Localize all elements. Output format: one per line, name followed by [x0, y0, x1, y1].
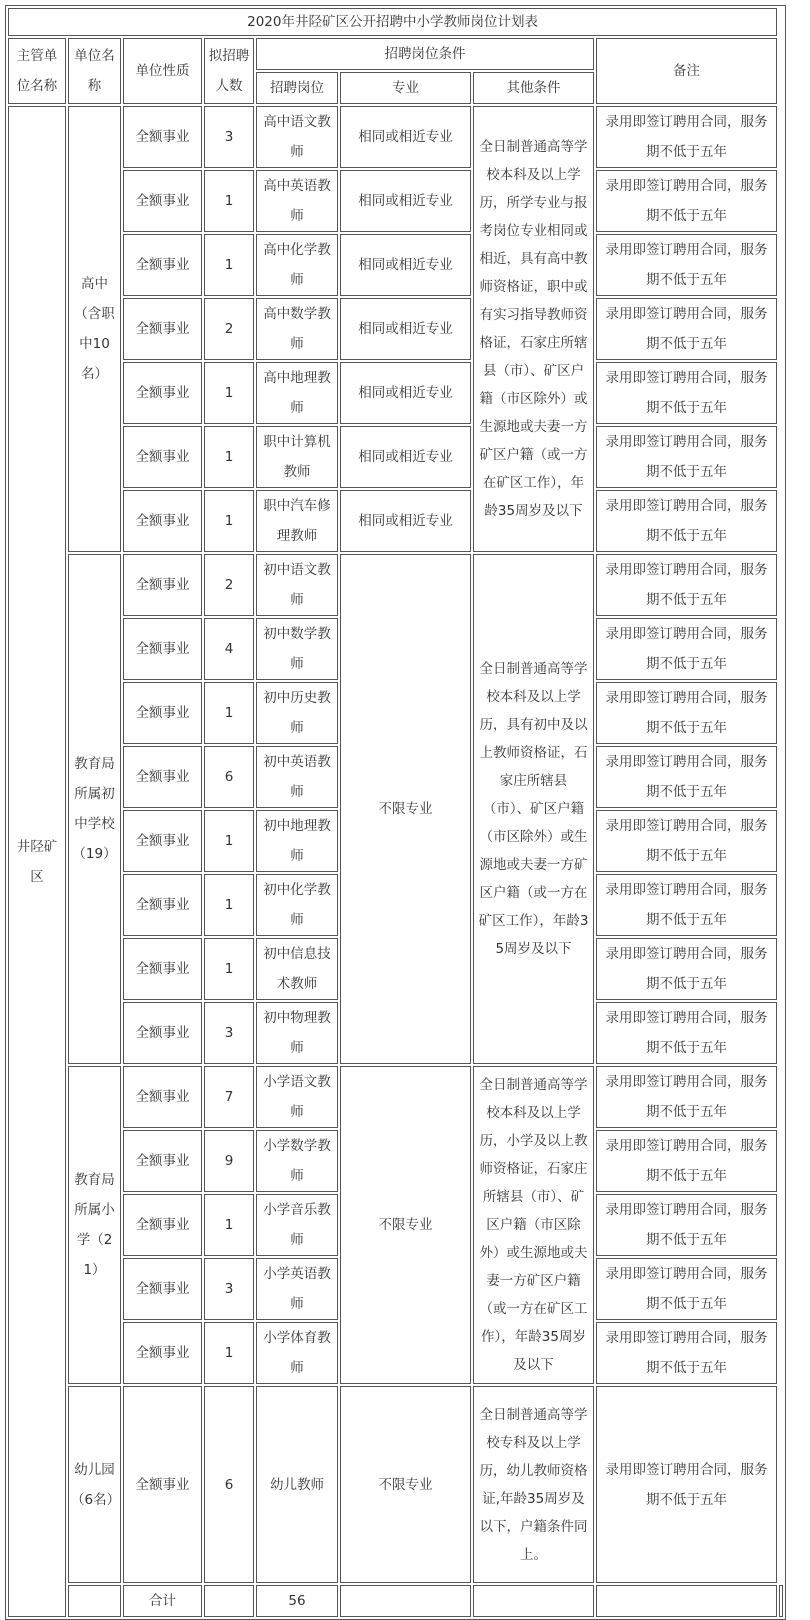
position-cell: 初中语文教师 — [256, 554, 338, 616]
remark-cell: 录用即签订聘用合同，服务期不低于五年 — [596, 1258, 777, 1320]
nature-cell: 全额事业 — [123, 682, 202, 744]
table-row — [8, 234, 783, 296]
other-conditions-high-school: 全日制普通高等学校本科及以上学历，所学专业与报考岗位专业相同或相近，具有高中教师资格证，职中或有实习指导教师资格证，石家庄所辖县（市）、矿区户籍（市区除外）或生源地或夫妻一方矿区户籍（或一方在矿区工作），年龄35周岁及以下 — [473, 106, 594, 552]
count-cell: 2 — [204, 554, 254, 616]
empty-cell — [596, 1585, 777, 1617]
nature-cell: 全额事业 — [123, 1194, 202, 1256]
position-cell: 初中数学教师 — [256, 618, 338, 680]
nature-cell: 全额事业 — [123, 490, 202, 552]
table-row — [8, 1066, 783, 1128]
total-label: 合计 — [123, 1585, 202, 1617]
major-cell: 相同或相近专业 — [340, 298, 471, 360]
empty-cell — [68, 1585, 121, 1617]
header-nature: 单位性质 — [123, 38, 202, 104]
table-row — [8, 170, 783, 232]
table-row — [8, 554, 783, 616]
header-conditions: 招聘岗位条件 — [256, 38, 594, 70]
table-row — [8, 490, 783, 552]
remark-cell: 录用即签订聘用合同，服务期不低于五年 — [596, 234, 777, 296]
nature-cell: 全额事业 — [123, 362, 202, 424]
nature-cell: 全额事业 — [123, 874, 202, 936]
nature-cell: 全额事业 — [123, 426, 202, 488]
unit-cell-kindergarten: 幼儿园（6名） — [68, 1386, 121, 1583]
position-cell: 初中历史教师 — [256, 682, 338, 744]
nature-cell: 全额事业 — [123, 1386, 202, 1583]
count-cell: 1 — [204, 1194, 254, 1256]
nature-cell: 全额事业 — [123, 554, 202, 616]
remark-cell: 录用即签订聘用合同，服务期不低于五年 — [596, 426, 777, 488]
empty-cell — [779, 1585, 783, 1617]
count-cell: 1 — [204, 874, 254, 936]
position-cell: 高中化学教师 — [256, 234, 338, 296]
remark-cell: 录用即签订聘用合同，服务期不低于五年 — [596, 1130, 777, 1192]
table-row — [8, 106, 783, 168]
position-cell: 小学数学教师 — [256, 1130, 338, 1192]
other-conditions-middle-school: 全日制普通高等学校本科及以上学历，具有初中及以上教师资格证，石家庄所辖县（市）、矿区户籍（市区除外）或生源地或夫妻一方矿区户籍（或一方在矿区工作），年龄35周岁及以下 — [473, 554, 594, 1064]
empty-cell — [473, 1585, 594, 1617]
position-cell: 初中物理教师 — [256, 1002, 338, 1064]
count-cell: 1 — [204, 362, 254, 424]
remark-cell: 录用即签订聘用合同，服务期不低于五年 — [596, 682, 777, 744]
count-cell: 2 — [204, 298, 254, 360]
other-conditions-primary-school: 全日制普通高等学校本科及以上学历，小学及以上教师资格证，石家庄所辖县（市）、矿区户籍（市区除外）或生源地或夫妻一方矿区户籍（或一方在矿区工作），年龄35周岁及以下 — [473, 1066, 594, 1384]
other-conditions-kindergarten: 全日制普通高等学校专科及以上学历，幼儿教师资格证,年龄35周岁及以下，户籍条件同上。 — [473, 1386, 594, 1583]
position-cell: 高中地理教师 — [256, 362, 338, 424]
position-cell: 职中汽车修理教师 — [256, 490, 338, 552]
remark-cell: 录用即签订聘用合同，服务期不低于五年 — [596, 1194, 777, 1256]
major-cell: 相同或相近专业 — [340, 170, 471, 232]
major-cell: 相同或相近专业 — [340, 106, 471, 168]
header-dept: 主管单位名称 — [8, 38, 66, 104]
nature-cell: 全额事业 — [123, 170, 202, 232]
major-cell: 相同或相近专业 — [340, 426, 471, 488]
count-cell: 1 — [204, 810, 254, 872]
count-cell: 3 — [204, 1002, 254, 1064]
header-position: 招聘岗位 — [256, 72, 338, 104]
remark-cell: 录用即签订聘用合同，服务期不低于五年 — [596, 106, 777, 168]
recruitment-plan-table — [5, 5, 786, 1620]
nature-cell: 全额事业 — [123, 1130, 202, 1192]
nature-cell: 全额事业 — [123, 810, 202, 872]
remark-cell: 录用即签订聘用合同，服务期不低于五年 — [596, 1002, 777, 1064]
position-cell: 高中英语教师 — [256, 170, 338, 232]
major-cell: 相同或相近专业 — [340, 490, 471, 552]
position-cell: 幼儿教师 — [256, 1386, 338, 1583]
header-count: 拟招聘人数 — [204, 38, 254, 104]
position-cell: 初中信息技术教师 — [256, 938, 338, 1000]
major-cell: 相同或相近专业 — [340, 362, 471, 424]
position-cell: 初中化学教师 — [256, 874, 338, 936]
nature-cell: 全额事业 — [123, 746, 202, 808]
position-cell: 初中地理教师 — [256, 810, 338, 872]
count-cell: 1 — [204, 938, 254, 1000]
major-cell-primary-school: 不限专业 — [340, 1066, 471, 1384]
header-other: 其他条件 — [473, 72, 594, 104]
table-row — [8, 426, 783, 488]
remark-cell: 录用即签订聘用合同，服务期不低于五年 — [596, 938, 777, 1000]
count-cell: 1 — [204, 234, 254, 296]
count-cell: 1 — [204, 170, 254, 232]
table-row — [8, 362, 783, 424]
count-cell: 1 — [204, 682, 254, 744]
unit-cell-middle-school: 教育局所属初中学校（19） — [68, 554, 121, 1064]
unit-cell-primary-school: 教育局所属小学（21） — [68, 1066, 121, 1384]
remark-cell: 录用即签订聘用合同，服务期不低于五年 — [596, 554, 777, 616]
table-row — [8, 298, 783, 360]
count-cell: 1 — [204, 490, 254, 552]
nature-cell: 全额事业 — [123, 106, 202, 168]
table-row — [8, 1386, 783, 1583]
position-cell: 职中计算机教师 — [256, 426, 338, 488]
nature-cell: 全额事业 — [123, 1258, 202, 1320]
count-cell: 1 — [204, 426, 254, 488]
remark-cell: 录用即签订聘用合同，服务期不低于五年 — [596, 298, 777, 360]
empty-cell — [204, 1585, 254, 1617]
major-cell-middle-school: 不限专业 — [340, 554, 471, 1064]
count-cell: 6 — [204, 1386, 254, 1583]
count-cell: 4 — [204, 618, 254, 680]
header-unit: 单位名称 — [68, 38, 121, 104]
position-cell: 小学体育教师 — [256, 1322, 338, 1384]
nature-cell: 全额事业 — [123, 938, 202, 1000]
major-cell: 相同或相近专业 — [340, 234, 471, 296]
nature-cell: 全额事业 — [123, 1066, 202, 1128]
position-cell: 小学音乐教师 — [256, 1194, 338, 1256]
nature-cell: 全额事业 — [123, 298, 202, 360]
count-cell: 1 — [204, 1322, 254, 1384]
remark-cell: 录用即签订聘用合同，服务期不低于五年 — [596, 746, 777, 808]
remark-cell: 录用即签订聘用合同，服务期不低于五年 — [596, 874, 777, 936]
dept-name-cell: 井陉矿区 — [8, 106, 66, 1617]
nature-cell: 全额事业 — [123, 1002, 202, 1064]
remark-cell: 录用即签订聘用合同，服务期不低于五年 — [596, 170, 777, 232]
major-cell: 不限专业 — [340, 1386, 471, 1583]
header-major: 专业 — [340, 72, 471, 104]
count-cell: 3 — [204, 1258, 254, 1320]
header-remark: 备注 — [596, 38, 777, 104]
recruitment-plan-document — [5, 5, 786, 1620]
remark-cell: 录用即签订聘用合同，服务期不低于五年 — [596, 1066, 777, 1128]
remark-cell: 录用即签订聘用合同，服务期不低于五年 — [596, 1386, 777, 1583]
total-count: 56 — [256, 1585, 338, 1617]
count-cell: 7 — [204, 1066, 254, 1128]
position-cell: 初中英语教师 — [256, 746, 338, 808]
unit-cell-high-school: 高中（含职中10名） — [68, 106, 121, 552]
position-cell: 小学语文教师 — [256, 1066, 338, 1128]
table-title: 2020年井陉矿区公开招聘中小学教师岗位计划表 — [8, 8, 777, 36]
count-cell: 3 — [204, 106, 254, 168]
position-cell: 高中语文教师 — [256, 106, 338, 168]
total-row — [8, 1585, 783, 1617]
nature-cell: 全额事业 — [123, 618, 202, 680]
position-cell: 高中数学教师 — [256, 298, 338, 360]
nature-cell: 全额事业 — [123, 1322, 202, 1384]
remark-cell: 录用即签订聘用合同，服务期不低于五年 — [596, 490, 777, 552]
count-cell: 6 — [204, 746, 254, 808]
nature-cell: 全额事业 — [123, 234, 202, 296]
position-cell: 小学英语教师 — [256, 1258, 338, 1320]
remark-cell: 录用即签订聘用合同，服务期不低于五年 — [596, 618, 777, 680]
remark-cell: 录用即签订聘用合同，服务期不低于五年 — [596, 1322, 777, 1384]
remark-cell: 录用即签订聘用合同，服务期不低于五年 — [596, 362, 777, 424]
count-cell: 9 — [204, 1130, 254, 1192]
remark-cell: 录用即签订聘用合同，服务期不低于五年 — [596, 810, 777, 872]
empty-cell — [340, 1585, 471, 1617]
